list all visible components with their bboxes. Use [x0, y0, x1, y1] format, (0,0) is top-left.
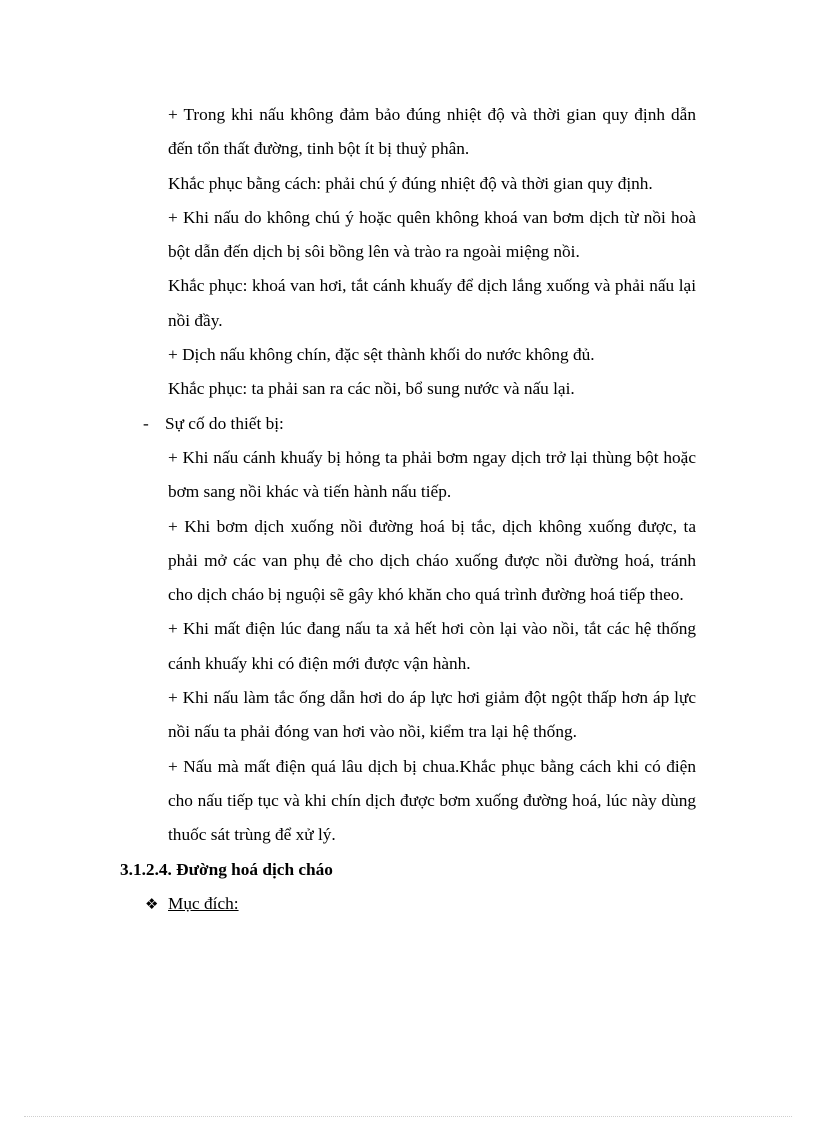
- paragraph-steam-pipe-blocked: + Khi nấu làm tắc ống dẫn hơi do áp lực hơi giảm đột ngột thấp hơn áp lực nồi nấu ta phải đóng van hơi vào nồi, kiểm tra lại hệ thống.: [168, 688, 696, 742]
- paragraph-long-outage-sour: + Nấu mà mất điện quá lâu dịch bị chua.Khắc phục bằng cách khi có điện cho nấu tiếp tục và khi chín dịch được bơm xuống đường hoá, lúc này dùng thuốc sát trùng để xử lý.: [168, 756, 696, 845]
- paragraph-remedy-overflow: Khắc phục: khoá van hơi, tắt cánh khuấy để dịch lắng xuống và phải nấu lại nồi đầy.: [168, 276, 696, 330]
- paragraph-remedy-temperature: Khắc phục bằng cách: phải chú ý đúng nhiệt độ và thời gian quy định.: [168, 173, 653, 193]
- section-heading: 3.1.2.4. Đường hoá dịch cháo: [120, 859, 333, 879]
- paragraph-remedy-uncooked: Khắc phục: ta phải san ra các nồi, bổ sung nước và nấu lại.: [168, 379, 575, 399]
- paragraph-power-outage: + Khi mất điện lúc đang nấu ta xả hết hơi còn lại vào nồi, tắt các hệ thống cánh khuấy khi có điện mới được vận hành.: [168, 619, 696, 673]
- paragraph-valve-overflow: + Khi nấu do không chú ý hoặc quên không khoá van bơm dịch từ nồi hoà bột dẫn đến dịch bị sôi bồng lên và trào ra ngoài miệng nồi.: [168, 207, 696, 262]
- page-bottom-divider: [24, 1116, 792, 1117]
- page-content: [0, 98, 816, 921]
- dash-marker: -: [143, 413, 149, 433]
- bullet-equipment-incidents: [0, 407, 816, 441]
- paragraph-broken-stirrer: + Khi nấu cánh khuấy bị hỏng ta phải bơm ngay dịch trở lại thùng bột hoặc bơm sang nồi khác và tiến hành nấu tiếp.: [168, 447, 696, 502]
- diamond-bullet-icon: ❖: [145, 894, 159, 913]
- paragraph-blocked-pump: + Khi bơm dịch xuống nồi đường hoá bị tắc, dịch không xuống được, ta phải mở các van phụ đẻ cho dịch cháo xuống được nồi đường hoá, tránh cho dịch cháo bị nguội sẽ gây khó khăn cho quá trình đường hoá tiếp theo.: [168, 516, 696, 605]
- subheading-purpose: [0, 887, 816, 921]
- paragraph-cooking-temperature: + Trong khi nấu không đảm bảo đúng nhiệt độ và thời gian quy định dẫn đến tổn thất đường, tinh bột ít bị thuỷ phân.: [168, 105, 696, 159]
- bullet-text: Sự cố do thiết bị:: [165, 413, 284, 433]
- subheading-label: Mục đích:: [168, 893, 239, 913]
- paragraph-uncooked-mash: + Dịch nấu không chín, đặc sệt thành khối do nước không đủ.: [168, 345, 595, 365]
